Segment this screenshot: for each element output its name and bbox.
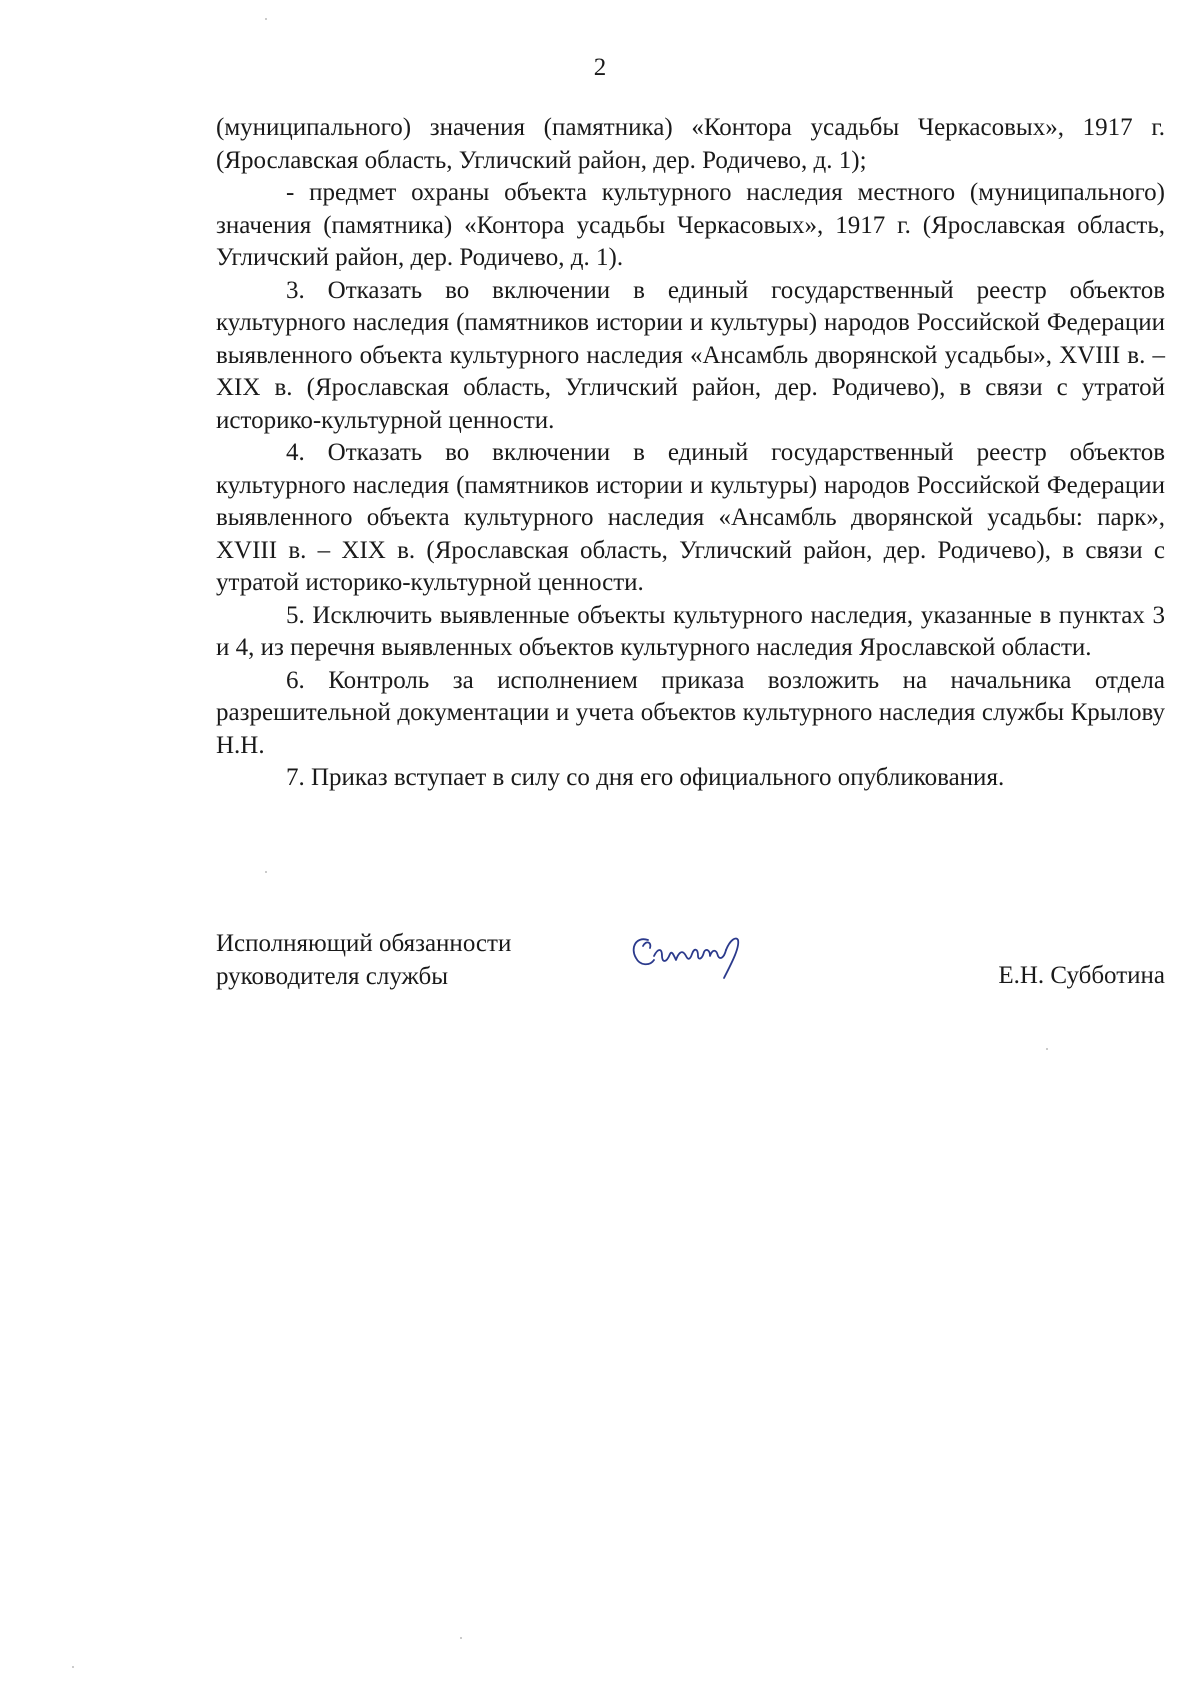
scan-speck: [72, 1666, 74, 1668]
signer-title: [216, 928, 596, 993]
scan-speck: [265, 871, 267, 873]
paragraph-item-6: 6. Контроль за исполнением приказа возложить на начальника отдела разрешительной документации и учета объектов культурного наследия службы Крылову Н.Н.: [216, 666, 1165, 759]
scan-speck: [265, 18, 267, 20]
paragraph-item-3: 3. Отказать во включении в единый государственный реестр объектов культурного наследия (памятников истории и культуры) народов Российской Федерации выявленного объекта культурного наследия «Ансамбль дворянской усадьбы», XVIII в. – XIX в. (Ярославская область, Угличский район, дер. Родичево), в связи с утратой историко-культурной ценности.: [216, 276, 1165, 434]
scan-speck: [1046, 1048, 1048, 1050]
signer-title-line-1: Исполняющий обязанности: [216, 930, 512, 957]
signature-block: [216, 928, 1165, 1008]
paragraph-continuation: (муниципального) значения (памятника) «Контора усадьбы Черкасовых», 1917 г. (Ярославская область, Угличский район, дер. Родичево, д. 1);: [216, 114, 1165, 174]
paragraph-item-4: 4. Отказать во включении в единый государственный реестр объектов культурного наследия (памятников истории и культуры) народов Российской Федерации выявленного объекта культурного наследия «Ансамбль дворянской усадьбы: парк», XVIII в. – XIX в. (Ярославская область, Угличский район, дер. Родичево), в связи с утратой историко-культурной ценности.: [216, 439, 1165, 596]
scan-speck: [460, 1637, 462, 1639]
signer-title-line-2: руководителя службы: [216, 962, 449, 990]
paragraph-item-7: 7. Приказ вступает в силу со дня его официального опубликования.: [286, 764, 1005, 791]
page-number: 2: [593, 54, 607, 81]
paragraph-item-5: 5. Исключить выявленные объекты культурного наследия, указанные в пунктах 3 и 4, из перечня выявленных объектов культурного наследия Ярославской области.: [216, 601, 1165, 661]
signer-name: Е.Н. Субботина: [998, 962, 1165, 989]
paragraph-subject-of-protection: - предмет охраны объекта культурного наследия местного (муниципального) значения (памятника) «Контора усадьбы Черкасовых», 1917 г. (Ярославская область, Угличский район, дер. Родичево, д. 1).: [216, 179, 1165, 271]
document-body: [216, 112, 1165, 795]
handwritten-signature: [626, 926, 766, 986]
